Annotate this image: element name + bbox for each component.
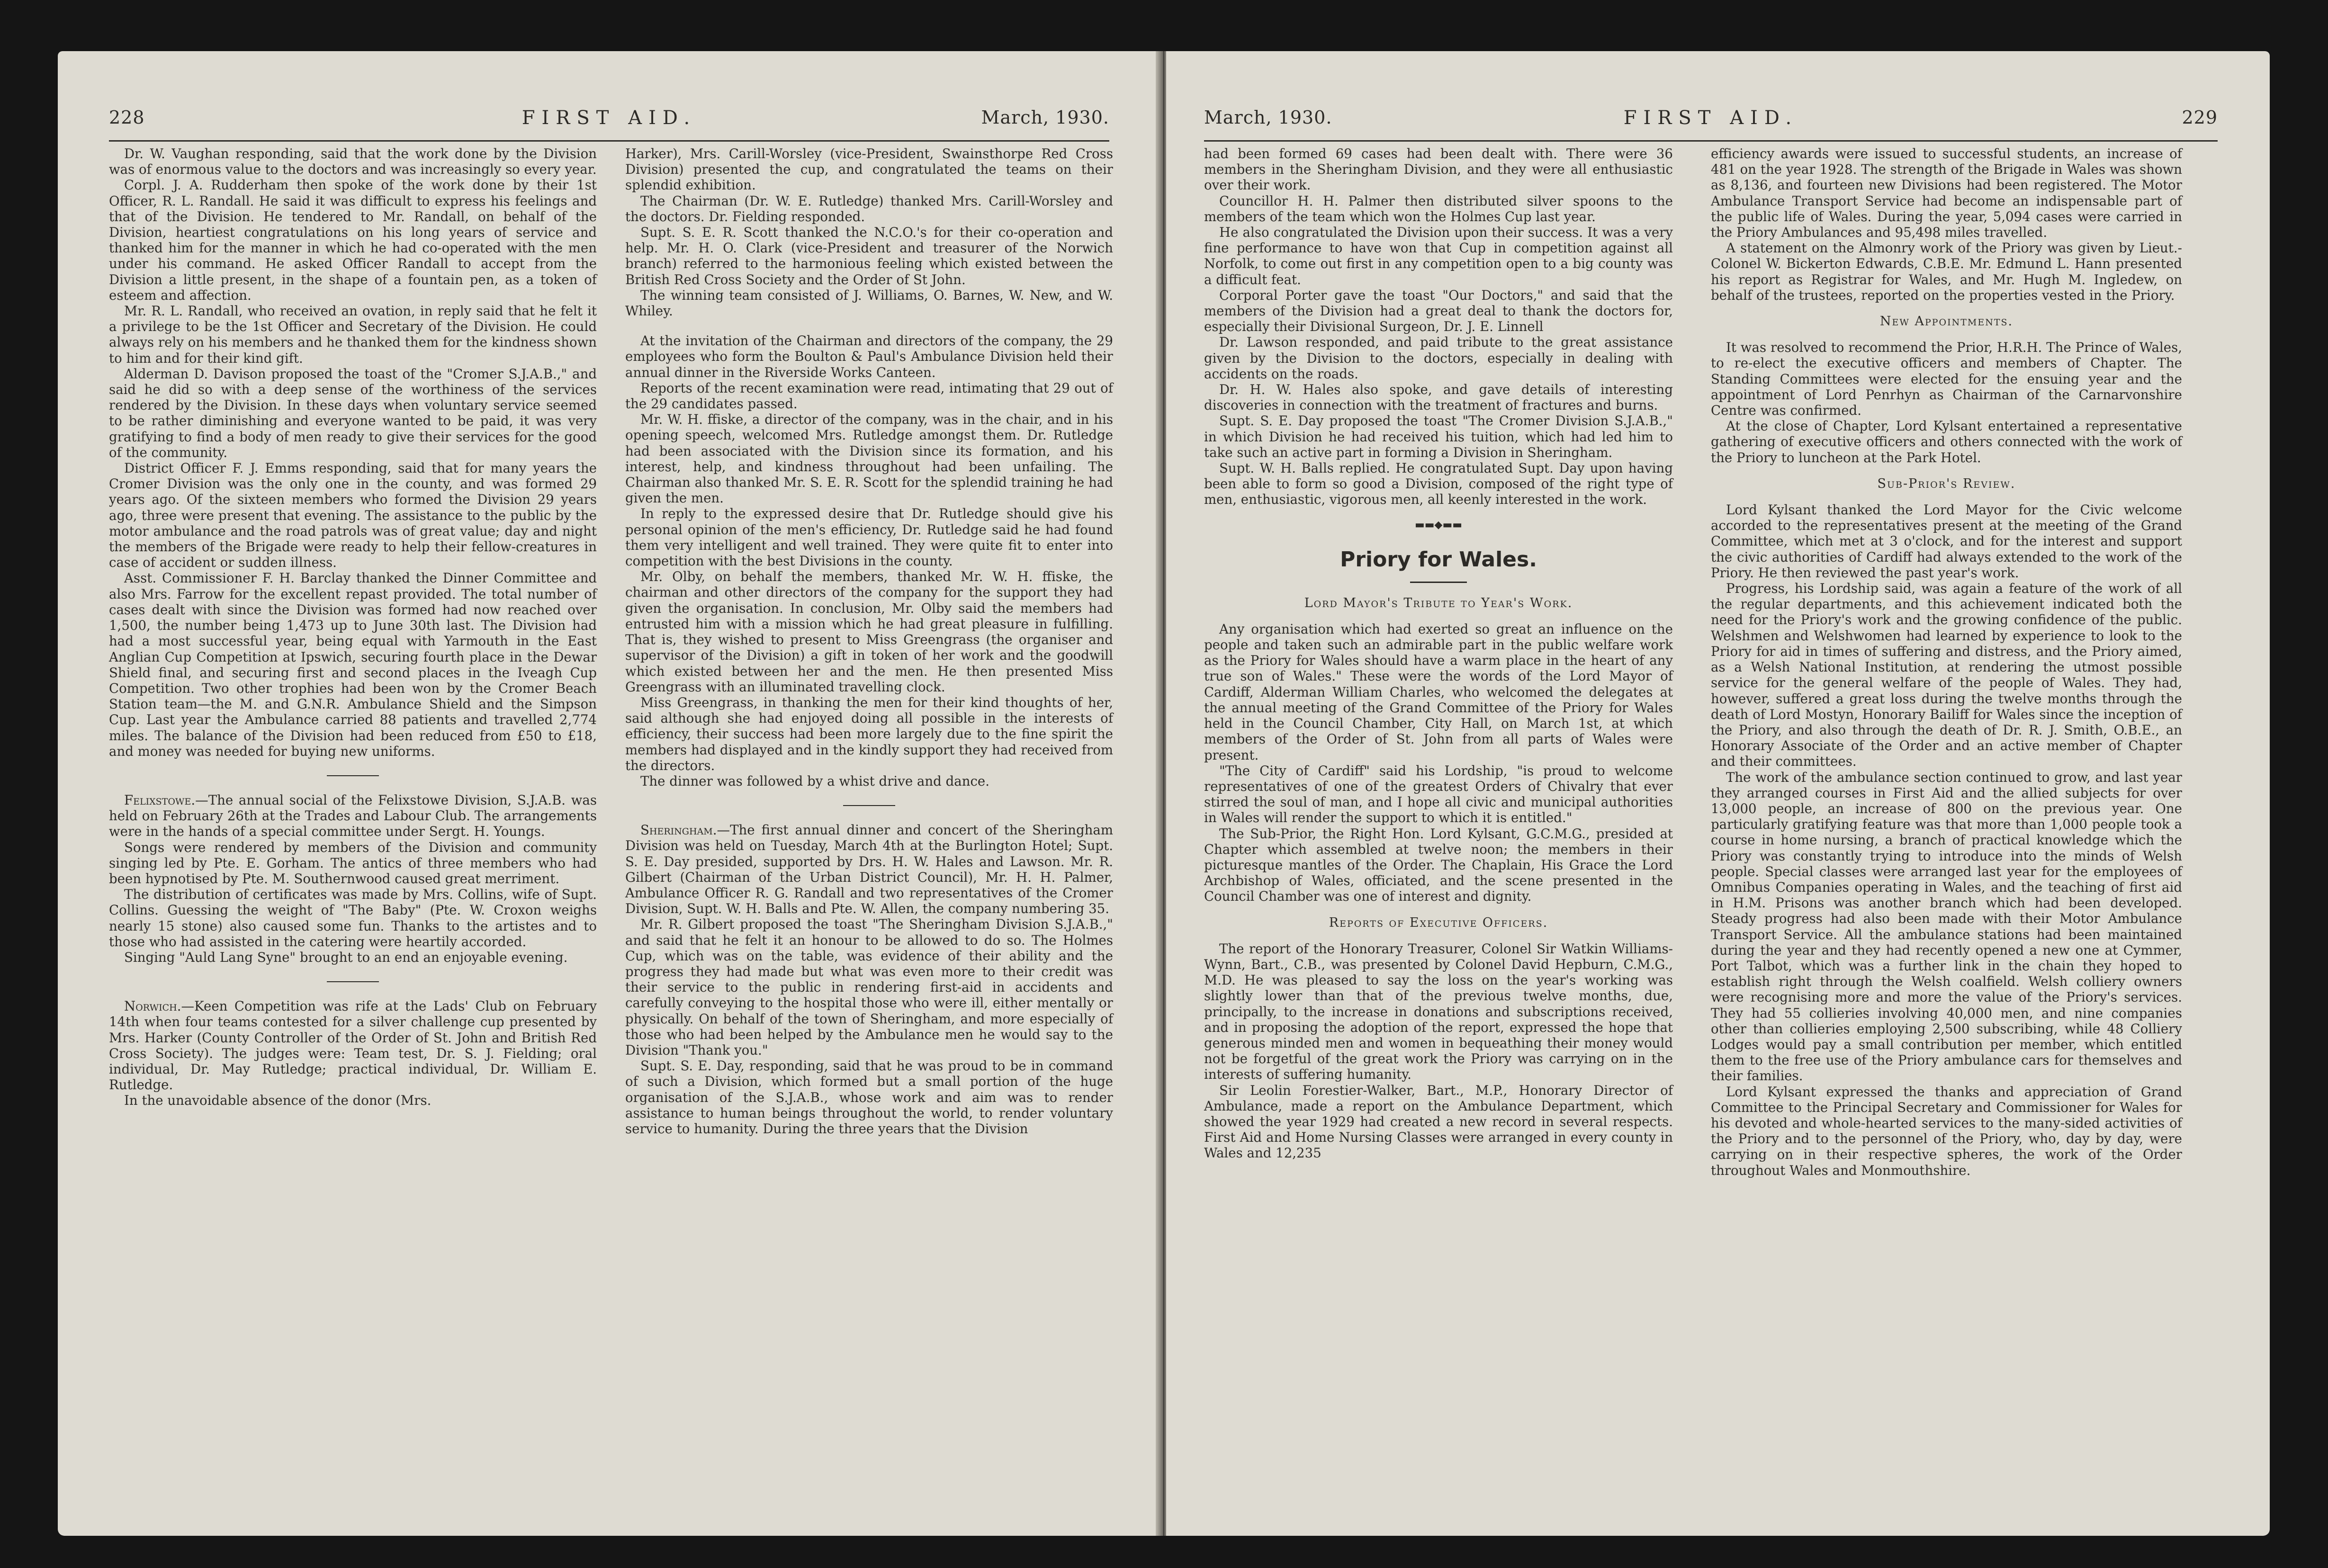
paragraph: Mr. R. L. Randall, who received an ovation, in reply said that he felt it a privilege to be the 1st Officer and Secretary of the Division. He could always rely on his members and he thanked them for the kindness shown to him and for their kind gift. [109, 303, 597, 366]
paragraph: Asst. Commissioner F. H. Barclay thanked the Dinner Committee and also Mrs. Farrow for the excellent repast provided. The total number of cases dealt with since the Division was formed had now reached over 1,500, the number being 1,473 up to June 30th last. The Division had had a most successful year, being equal with Yarmouth in the East Anglian Cup Competition at Ipswich, securing fourth place in the Dewar Shield final, and securing first and second places in the Iveagh Cup Competition. Two other trophies had been won by the Cromer Beach Station team—the M. and G.N.R. Ambulance Shield and the Simpson Cup. Last year the Ambulance carried 88 patients and travelled 2,774 miles. The balance of the Division had been reduced from £50 to £18, and money was needed for buying new uniforms. [109, 570, 597, 759]
section-divider [327, 775, 379, 776]
paragraph: The report of the Honorary Treasurer, Colonel Sir Watkin Williams-Wynn, Bart., C.B., was presented by Colonel David Hepburn, C.M.G., M.D. He was pleased to say the loss on the year's working was slightly lower than that of the previous twelve months, due, principally, to the increase in donations and subscriptions received, and in proposing the adoption of the report, expressed the hope that generous minded men and women in bequeathing their money would not be forgetful of the great work the Priory was carrying on in the interests of suffering humanity. [1204, 941, 1673, 1083]
section-divider [843, 805, 895, 806]
paragraph: Lord Kylsant thanked the Lord Mayor for the Civic welcome accorded to the representatives present at the meeting of the Grand Committee, which met at 3 o'clock, and for the interest and support the civic authorities of Cardiff had always extended to the work of the Priory. He then reviewed the past year's work. [1711, 502, 2182, 581]
subheading: Sub-Prior's Review. [1877, 476, 2016, 491]
paragraph: Dr. W. Vaughan responding, said that the work done by the Division was of enormous value to the doctors and was increasingly so every year. [109, 146, 597, 178]
paragraph: A statement on the Almonry work of the Priory was given by Lieut.-Colonel W. Bickerton Edwards, C.B.E. Mr. Edmund L. Hann presented his report as Registrar for Wales, and Mr. Hugh M. Ingledew, on behalf of the trustees, reported on the properties vested in the Priory. [1711, 240, 2182, 303]
journal-title: FIRST AID. [521, 107, 697, 129]
right-page [1166, 51, 2270, 1536]
column-4 [1711, 146, 2182, 1178]
running-head [109, 107, 1109, 135]
paragraph: The work of the ambulance section continued to grow, and last year they arranged courses in First Aid and the allied subjects for over 13,000 people, an increase of 800 on the previous year. One particularly gratifying feature was that more than 1,000 people took a course in home nursing, a branch of practical knowledge which the Priory was constantly trying to introduce into the minds of Welsh people. Special classes were arranged last year for the employees of Omnibus Companies operating in Wales, and the teaching of first aid in H.M. Prisons was another branch which had been developed. Steady progress had also been made with their Motor Ambulance Transport Service. All the ambulance stations had been maintained during the year and they had recently opened a new one at Cymmer, Port Talbot, which was a further link in the chain they hoped to establish right through the Welsh coalfield. Welsh colliery owners were recognising more and more the value of the Priory's services. They had 55 collieries involving 40,000 men, and nine companies other than collieries employing 2,500 subscribing, while 48 Colliery Lodges would pay a small contribution per member, which entitled them to the free use of the Priory ambulance cars for themselves and their families. [1711, 769, 2182, 1084]
paragraph: Reports of the recent examination were read, intimating that 29 out of the 29 candidates passed. [625, 380, 1113, 412]
paragraph: Supt. S. E. Day proposed the toast "The Cromer Division S.J.A.B.," in which Division he had received his tuition, which had led him to take such an active part in forming a Division in Sheringham. [1204, 413, 1673, 460]
paragraph: At the close of Chapter, Lord Kylsant entertained a representative gathering of executive officers and others connected with the work of the Priory to luncheon at the Park Hotel. [1711, 418, 2182, 466]
article-title: Priory for Wales. [1340, 547, 1537, 572]
paragraph: Corporal Porter gave the toast "Our Doctors," and said that the members of the Division had a great deal to thank the doctors for, especially their Divisional Surgeon, Dr. J. E. Linnell [1204, 287, 1673, 335]
paragraph: Mr. R. Gilbert proposed the toast "The Sheringham Division S.J.A.B.," and said that he felt it an honour to be allowed to do so. The Holmes Cup, which was on the table, was evidence of their ability and the progress they had made but what was even more to their credit was their service to the public in rendering first-aid in accidents and carefully conveying to the hospital those who were ill, either mentally or physically. On behalf of the town of Sheringham, and more especially of those who had been helped by the Ambulance men he would say to the Division "Thank you." [625, 916, 1113, 1058]
paragraph: Singing "Auld Lang Syne" brought to an end an enjoyable evening. [124, 949, 568, 965]
column-2 [625, 146, 1113, 1137]
header-rule [1204, 140, 2218, 142]
paragraph: Mr. W. H. ffiske, a director of the company, was in the chair, and in his opening speech, welcomed Mrs. Rutledge amongst them. Dr. Rutledge had been associated with the Division since its formation, and his interest, help, and kindness throughout had been unfailing. The Chairman also thanked Mr. S. E. R. Scott for the splendid training he had given the men. [625, 412, 1113, 506]
section-divider [327, 981, 379, 982]
paragraph: Lord Kylsant expressed the thanks and appreciation of Grand Committee to the Principal Secretary and Commissioner for Wales for his devoted and whole-hearted services to the many-sided activities of the Priory and to the personnel of the Priory, who, day by day, were carrying on in their respective spheres, the work of the Order throughout Wales and Monmouthshire. [1711, 1084, 2182, 1178]
place-heading: Sheringham. [640, 822, 717, 838]
issue-date: March, 1930. [1204, 107, 1332, 128]
page-number: 228 [109, 107, 145, 128]
paragraph: Sheringham.—The first annual dinner and concert of the Sheringham Division was held on Tuesday, March 4th at the Burlington Hotel; Supt. S. E. Day presided, supported by Drs. H. W. Hales and Lawson. Mr. R. Gilbert (Chairman of the Urban District Council), Mr. H. H. Palmer, Ambulance Officer R. G. Randall and two representatives of the Cromer Division, Supt. W. H. Balls and Pte. W. Allen, the company numbering 35. [625, 822, 1113, 917]
paragraph: Supt. S. E. R. Scott thanked the N.C.O.'s for their co-operation and help. Mr. H. O. Clark (vice-President and treasurer of the Norwich branch) referred to the harmonious feeling which existed between the British Red Cross Society and the Order of St John. [625, 224, 1113, 287]
paragraph: Sir Leolin Forestier-Walker, Bart., M.P., Honorary Director of Ambulance, made a report on the Ambulance Department, which showed the year 1929 had created a new record in several respects. First Aid and Home Nursing Classes were arranged in every county in Wales and 12,235 [1204, 1082, 1673, 1161]
paragraph: efficiency awards were issued to successful students, an increase of 481 on the year 1928. The strength of the Brigade in Wales was shown as 8,136, and fourteen new Divisions had been registered. The Motor Ambulance Transport Service had become an indispensable part of the public life of Wales. During the year, 5,094 cases were carried in the Priory Ambulances and 95,498 miles travelled. [1711, 146, 2182, 241]
paragraph: In reply to the expressed desire that Dr. Rutledge should give his personal opinion of the men's efficiency, Dr. Rutledge said he had found them very intelligent and well trained. They were quite fit to enter into competition with the best Divisions in the county. [625, 506, 1113, 569]
paragraph: The Sub-Prior, the Right Hon. Lord Kylsant, G.C.M.G., presided at Chapter which assembled at twelve noon; the members in their picturesque mantles of the Order. The Chaplain, His Grace the Lord Archbishop of Wales, officiated, and the scene presented in the Council Chamber was one of interest and dignity. [1204, 825, 1673, 905]
paragraph: had been formed 69 cases had been dealt with. There were 36 members in the Sheringham Division, and they were all enthusiastic over their work. [1204, 146, 1673, 193]
issue-date: March, 1930. [981, 107, 1109, 128]
paragraph: Songs were rendered by members of the Division and community singing led by Pte. E. Gorham. The antics of three members who had been hypnotised by Pte. M. Southernwood caused great merriment. [109, 839, 597, 887]
paragraph: Dr. Lawson responded, and paid tribute to the great assistance given by the Division to the doctors, especially in dealing with accidents on the roads. [1204, 334, 1673, 382]
paragraph: The dinner was followed by a whist drive and dance. [640, 773, 990, 789]
paragraph: Corpl. J. A. Rudderham then spoke of the work done by their 1st Officer, R. L. Randall. He said it was difficult to express his feelings and that of the Division. He tendered to Mr. Randall, on behalf of the Division, heartiest congratulations on his long years of service and thanked him for the manner in which he had co-operated with the men under his command. He asked Officer Randall to accept from the Division a little present, in the shape of a fountain pen, as a token of esteem and affection. [109, 177, 597, 303]
subheading: New Appointments. [1879, 314, 2013, 329]
paragraph: "The City of Cardiff" said his Lordship, "is proud to welcome representatives of one of the greatest Orders of Chivalry that ever stirred the soul of man, and I hope all civic and municipal authorities in Wales will render the support to which it is entitled." [1204, 762, 1673, 826]
paragraph: District Officer F. J. Emms responding, said that for many years the Cromer Division was the only one in the county, and was formed 29 years ago. Of the sixteen members who formed the Division 29 years ago, three were present that evening. The assistance to the public by the motor ambulance and the road patrols was of great value; day and night the members of the Brigade were ready to help their fellow-creatures in case of accident or sudden illness. [109, 460, 597, 571]
paragraph: The Chairman (Dr. W. E. Rutledge) thanked Mrs. Carill-Worsley and the doctors. Dr. Fielding responded. [625, 193, 1113, 224]
paragraph: Supt. S. E. Day, responding, said that he was proud to be in command of such a Division, which formed but a small portion of the huge organisation of the S.J.A.B., whose work and aim was to render assistance to human beings throughout the world, to render voluntary service to humanity. During the three years that the Division [625, 1058, 1113, 1137]
running-head [1204, 107, 2218, 135]
paragraph: Dr. H. W. Hales also spoke, and gave details of interesting discoveries in connection with the treatment of fractures and burns. [1204, 382, 1673, 413]
paragraph: At the invitation of the Chairman and directors of the company, the 29 employees who form the Boulton & Paul's Ambulance Division held their annual dinner in the Riverside Works Canteen. [625, 333, 1113, 380]
paragraph: Alderman D. Davison proposed the toast of the "Cromer S.J.A.B.," and said he did so with a deep sense of the worthiness of the services rendered by the Division. In these days when voluntary service seemed to be rather diminishing and everyone wanted to be paid, it was very gratifying to find a body of men ready to give their services for the good of the community. [109, 366, 597, 460]
paragraph: Any organisation which had exerted so great an influence on the people and taken such an admirable part in the public welfare work as the Priory for Wales should have a warm place in the heart of any true son of Wales." These were the words of the Lord Mayor of Cardiff, Alderman William Charles, who welcomed the delegates at the annual meeting of the Grand Committee of the Priory for Wales held in the Council Chamber, City Hall, on March 1st, at which members of the Order of St. John from all parts of Wales were present. [1204, 621, 1673, 763]
place-heading: Norwich. [124, 998, 181, 1014]
paragraph: Harker), Mrs. Carill-Worsley (vice-President, Swainsthorpe Red Cross Division) presented the cup, and congratulated the teams on their splendid exhibition. [625, 146, 1113, 193]
ornament-divider: ▬▬◆▬▬ [1414, 519, 1463, 531]
column-1 [109, 146, 597, 1109]
journal-title: FIRST AID. [1623, 107, 1798, 129]
page-number: 229 [2182, 107, 2218, 128]
paragraph: Supt. W. H. Balls replied. He congratulated Supt. Day upon having been able to form so good a Division, composed of the right type of men, enthusiastic, vigorous men, all keenly interested in the work. [1204, 460, 1673, 508]
column-3 [1204, 146, 1673, 1161]
paragraph: The distribution of certificates was made by Mrs. Collins, wife of Supt. Collins. Guessing the weight of "The Baby" (Pte. W. Croxon weighs nearly 15 stone) also caused some fun. Thanks to the artistes and to those who had assisted in the catering were heartily accorded. [109, 887, 597, 950]
subheading: Reports of Executive Officers. [1329, 915, 1548, 930]
left-page [58, 51, 1161, 1536]
header-rule [109, 140, 1109, 142]
paragraph: Progress, his Lordship said, was again a feature of the work of all the regular departments, and this achievement indicated both the need for the Priory's work and the growing confidence of the public. Welshmen and Welshwomen had learned by experience to look to the Priory for aid in times of suffering and distress, and the Priory aimed, as a Welsh National Institution, at rendering the utmost possible service for the general welfare of the people of Wales. They had, however, suffered a great loss during the twelve months through the death of Lord Mostyn, Honorary Bailiff for Wales since the inception of the Priory, and also through the death of Dr. R. J. Smith, O.B.E., an Honorary Associate of the Order and an active member of Chapter and their committees. [1711, 581, 2182, 770]
paragraph: Felixstowe.—The annual social of the Felixstowe Division, S.J.A.B. was held on February 26th at the Trades and Labour Club. The arrangements were in the hands of a special committee under Sergt. H. Youngs. [109, 792, 597, 840]
paragraph: Miss Greengrass, in thanking the men for their kind thoughts of her, said although she had enjoyed doing all possible in the interests of efficiency, their success had been more largely due to the fine spirit the members had displayed and in the kindly support they had received from the directors. [625, 694, 1113, 773]
paragraph: In the unavoidable absence of the donor (Mrs. [124, 1093, 431, 1109]
paragraph: It was resolved to recommend the Prior, H.R.H. The Prince of Wales, to re-elect the executive officers and members of Chapter. The Standing Committees were elected for the ensuing year and the appointment of Lord Penrhyn as Chairman of the Carnarvonshire Centre was confirmed. [1711, 340, 2182, 419]
paragraph: Norwich.—Keen Competition was rife at the Lads' Club on February 14th when four teams contested for a silver challenge cup presented by Mrs. Harker (County Controller of the Order of St. John and British Red Cross Society). The judges were: Team test, Dr. S. J. Fielding; oral individual, Dr. May Rutledge; practical individual, Dr. William E. Rutledge. [109, 998, 597, 1093]
paragraph: Mr. Olby, on behalf the members, thanked Mr. W. H. ffiske, the chairman and other directors of the company for the support they had given the organisation. In conclusion, Mr. Olby said the members had entrusted him with a mission which he had great pleasure in fulfilling. That is, they wished to present to Miss Greengrass (the organiser and supervisor of the Division) a gift in token of her work and the goodwill which existed between her and the men. He then presented Miss Greengrass with an illuminated travelling clock. [625, 569, 1113, 695]
place-heading: Felixstowe. [124, 792, 196, 808]
paragraph: He also congratulated the Division upon their success. It was a very fine performance to have won that Cup in competition against all Norfolk, to come out first in any competition open to a big county was a difficult feat. [1204, 224, 1673, 287]
paragraph: The winning team consisted of J. Williams, O. Barnes, W. New, and W. Whiley. [625, 287, 1113, 319]
paragraph: Councillor H. H. Palmer then distributed silver spoons to the members of the team which won the Holmes Cup last year. [1204, 193, 1673, 224]
subheading: Lord Mayor's Tribute to Year's Work. [1304, 595, 1573, 610]
title-rule [1410, 582, 1467, 583]
